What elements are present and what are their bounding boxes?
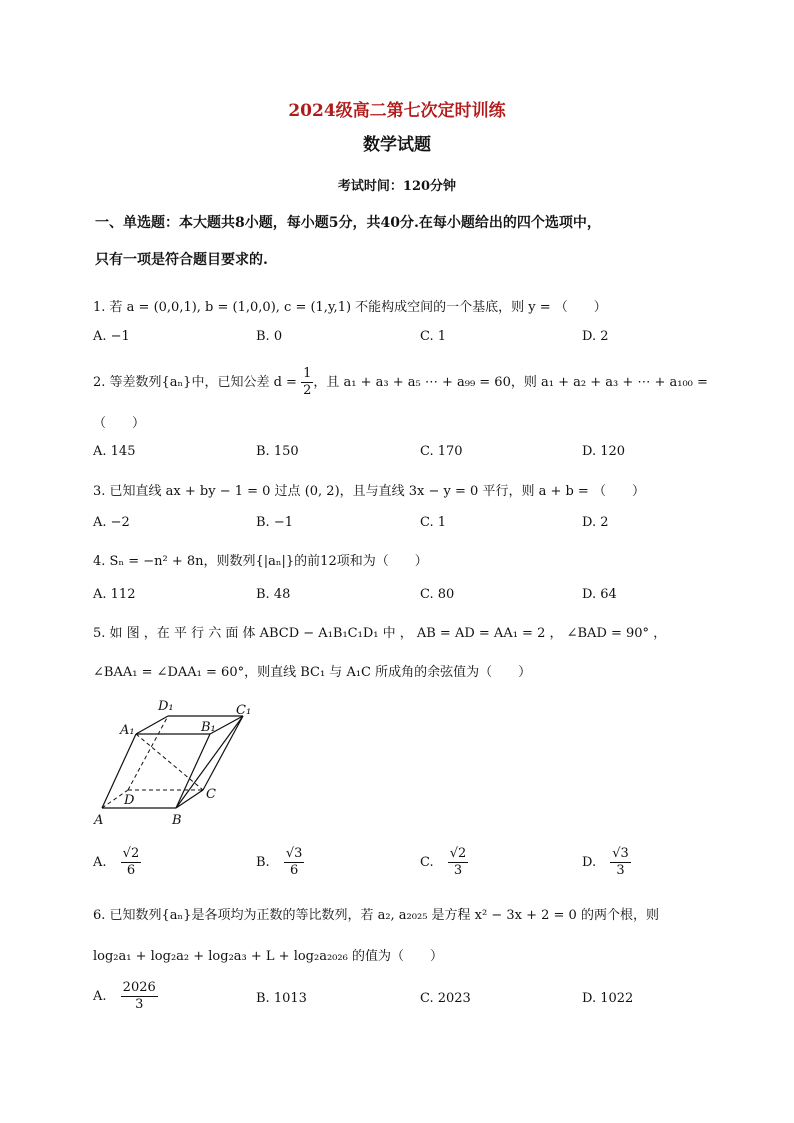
question-1-text: 1. 若 a = (0,0,1), b = (1,0,0), c = (1,y,1) 不能构成空间的一个基底，则 y = （ ） [93, 300, 607, 315]
q6-option-a-num: 2026 [122, 980, 156, 995]
label-d: D [124, 793, 135, 808]
exam-subject-title: 数学试题 [363, 135, 431, 155]
q6-option-b: B. 1013 [256, 991, 307, 1006]
q2-fraction-numerator: 1 [303, 366, 312, 381]
q5-option-b-fraction [284, 846, 305, 879]
q5-option-b-num: √3 [285, 846, 303, 861]
q5-option-c-num: √2 [449, 846, 467, 861]
question-2-text [93, 366, 708, 399]
q5-option-d-label: D. [582, 855, 597, 870]
q5-option-c-label: C. [420, 855, 434, 870]
q3-option-c: C. 1 [420, 515, 447, 530]
hidden-line-a1c [136, 734, 203, 790]
section-heading-line1: 一、单选题：本大题共8小题，每小题5分，共40分.在每小题给出的四个选项中， [95, 215, 601, 231]
q6-option-a-label: A. [93, 989, 107, 1004]
q2-fraction-denominator: 2 [303, 383, 312, 398]
q2-option-b: B. 150 [256, 444, 299, 459]
q1-option-a: A. −1 [93, 329, 130, 344]
q5-option-a-den: 6 [126, 863, 136, 878]
q2-option-d: D. 120 [582, 444, 626, 459]
label-c1: C₁ [236, 703, 252, 718]
q2-text-start: 2. 等差数列{aₙ}中，已知公差 d = [93, 375, 302, 390]
q6-option-a-den: 3 [135, 997, 144, 1012]
question-6-line1: 6. 已知数列{aₙ}是各项均为正数的等比数列，若 a₂, a₂₀₂₅ 是方程 x² − 3x + 2 = 0 的两个根，则 [93, 908, 659, 923]
question-5-line1: 5. 如 图 ，在 平 行 六 面 体 ABCD − A₁B₁C₁D₁ 中 ， AB = AD = AA₁ = 2 ， ∠BAD = 90° ， [93, 626, 667, 641]
label-b: B [172, 813, 182, 828]
q5-option-c-fraction [448, 846, 469, 879]
q5-option-d-num: √3 [612, 846, 629, 861]
label-c: C [206, 787, 216, 802]
q6-option-c: C. 2023 [420, 991, 471, 1006]
section-heading-line2: 只有一项是符合题目要求的. [95, 252, 268, 268]
q5-option-d [582, 846, 631, 879]
q2-fraction [301, 366, 313, 399]
q5-option-b-den: 6 [289, 863, 299, 878]
q5-option-a-fraction [121, 846, 142, 879]
question-5-line2: ∠BAA₁ = ∠DAA₁ = 60°，则直线 BC₁ 与 A₁C 所成角的余弦值为（ ） [93, 665, 532, 680]
q1-option-b: B. 0 [256, 329, 283, 344]
label-a1: A₁ [120, 723, 135, 738]
q5-option-a [93, 846, 141, 879]
exam-time: 考试时间：120分钟 [337, 179, 457, 194]
q3-option-a: A. −2 [93, 515, 130, 530]
q5-option-a-label: A. [93, 855, 107, 870]
q2-option-a: A. 145 [93, 444, 136, 459]
q5-option-b-label: B. [256, 855, 270, 870]
question-6-line2: log₂a₁ + log₂a₂ + log₂a₃ + L + log₂a₂₀₂₆ 的值为（ ） [93, 949, 443, 964]
label-b1: B₁ [201, 720, 216, 735]
q3-option-b: B. −1 [256, 515, 293, 530]
q5-option-b [256, 846, 304, 879]
q6-option-a-fraction [121, 980, 158, 1013]
q2-answer-paren: （ ） [93, 416, 146, 431]
q5-option-d-den: 3 [616, 863, 625, 878]
q5-option-c [420, 846, 468, 879]
question-4-text: 4. Sₙ = −n² + 8n，则数列{|aₙ|}的前12项和为（ ） [93, 554, 428, 569]
parallelepiped-figure [88, 694, 268, 830]
q5-option-a-num: √2 [122, 846, 140, 861]
q5-option-d-fraction [610, 846, 631, 879]
label-d1: D₁ [158, 699, 174, 714]
q6-option-a [93, 980, 158, 1013]
q4-option-b: B. 48 [256, 587, 291, 602]
q2-text-end: ，且 a₁ + a₃ + a₅ ⋯ + a₉₉ = 60，则 a₁ + a₂ + a₃ + ⋯ + a₁₀₀ = [313, 375, 708, 390]
q1-option-d: D. 2 [582, 329, 609, 344]
q6-option-d: D. 1022 [582, 991, 634, 1006]
exam-series-title: 2024级高二第七次定时训练 [288, 101, 506, 121]
q4-option-a: A. 112 [93, 587, 136, 602]
q4-option-d: D. 64 [582, 587, 617, 602]
q3-option-d: D. 2 [582, 515, 609, 530]
q5-option-c-den: 3 [453, 863, 463, 878]
q4-option-c: C. 80 [420, 587, 455, 602]
q1-option-c: C. 1 [420, 329, 447, 344]
label-a: A [94, 813, 104, 828]
q2-option-c: C. 170 [420, 444, 463, 459]
question-3-text: 3. 已知直线 ax + by − 1 = 0 过点 (0, 2)，且与直线 3x − y = 0 平行，则 a + b = （ ） [93, 484, 645, 499]
